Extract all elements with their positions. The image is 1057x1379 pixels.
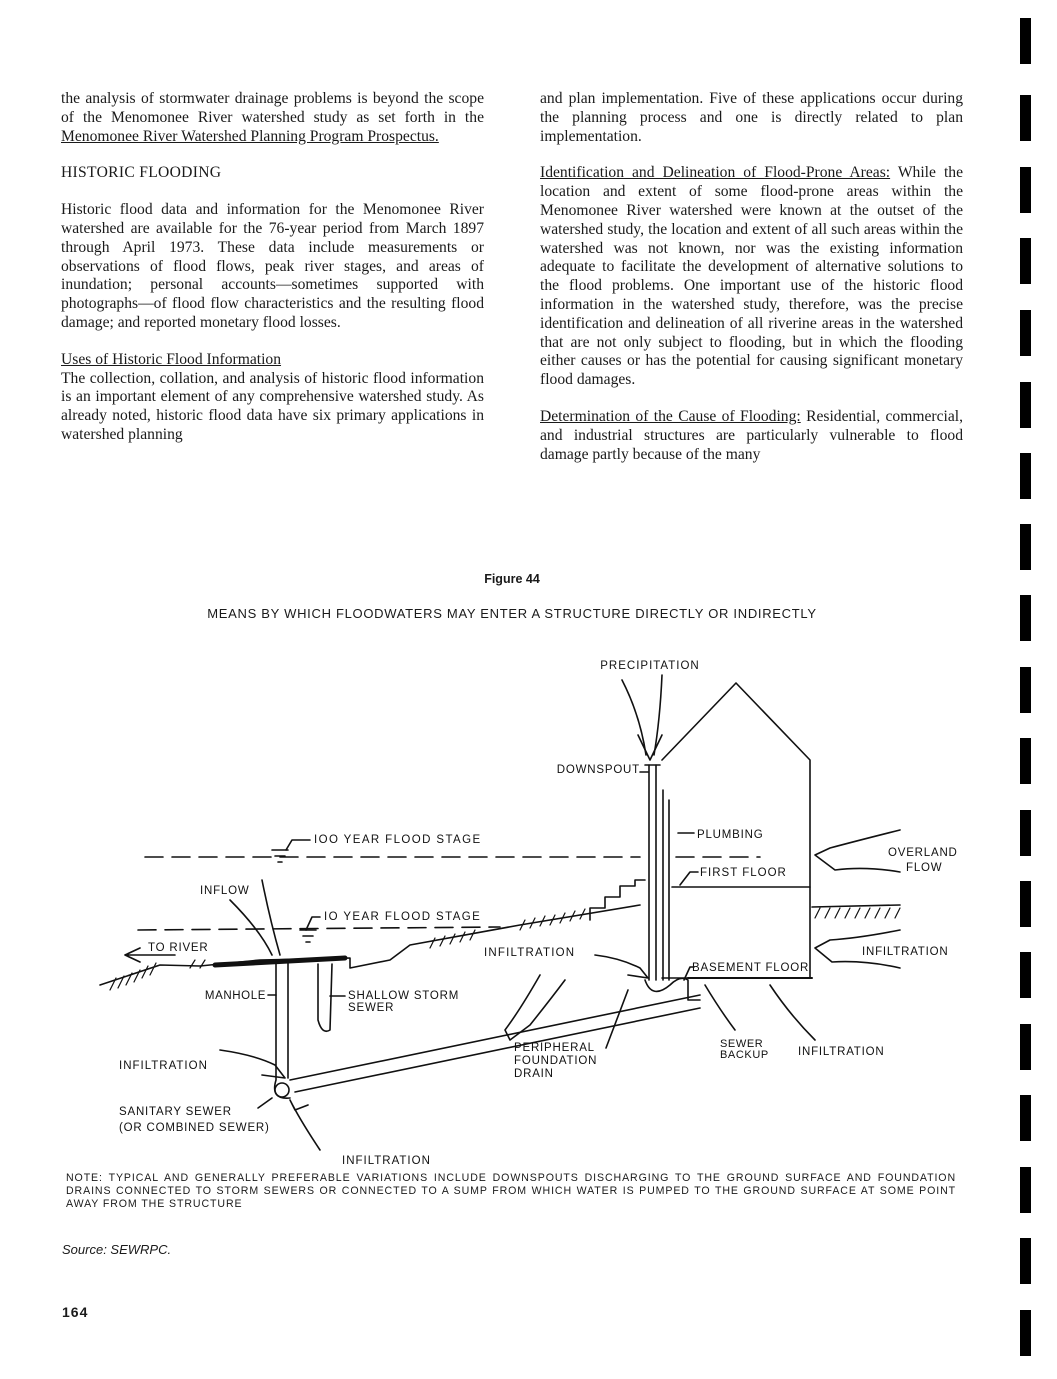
- label-sanitary-1: SANITARY SEWER: [119, 1106, 232, 1118]
- shallow-storm-sewer: [318, 964, 332, 1031]
- margin-mark: [1020, 167, 1031, 213]
- label-overland-2: FLOW: [906, 862, 943, 874]
- label-inflow: INFLOW: [200, 885, 250, 897]
- peripheral-arrow: [505, 975, 565, 1040]
- label-infiltration-br: INFILTRATION: [798, 1046, 885, 1058]
- margin-mark: [1020, 238, 1031, 284]
- flood-diagram: [0, 650, 1000, 1170]
- right-paragraph-1: and plan implementation. Five of these applications occur during the planning process and one is directly related to plan implementation.: [540, 90, 963, 145]
- label-sewer-backup-2: BACKUP: [720, 1049, 769, 1061]
- right-paragraph-3: Determination of the Cause of Flooding: Residential, commercial, and industrial structures are particularly vulnerable to flood damage partly because of the many: [540, 407, 963, 463]
- label-basement-floor: BASEMENT FLOOR: [692, 962, 810, 974]
- label-manhole: MANHOLE: [204, 990, 266, 1002]
- margin-mark: [1020, 95, 1031, 141]
- prospectus-title: Menomonee River Watershed Planning Program Prospectus.: [61, 127, 439, 145]
- label-sewer-backup-1: SEWER: [720, 1038, 764, 1050]
- flood-100-leader: [286, 840, 310, 850]
- inflow-arrow: [230, 900, 272, 955]
- subheading-cause: Determination of the Cause of Flooding:: [540, 407, 801, 425]
- label-first-floor: FIRST FLOOR: [700, 867, 787, 879]
- figure-note: NOTE: TYPICAL AND GENERALLY PREFERABLE VARIATIONS INCLUDE DOWNSPOUTS DISCHARGING TO THE GROUND SURFACE AND FOUNDATION DRAINS CONNECTED TO STORM SEWERS OR CONNECTED TO A SUMP FROM WHICH WATER IS PUMPED TO THE GROUND SURFACE AT SOME POINT AWAY FROM THE STRUCTURE: [66, 1172, 956, 1210]
- margin-mark: [1020, 524, 1031, 570]
- label-precipitation: PRECIPITATION: [600, 660, 700, 672]
- sewer-backup-arrow: [705, 985, 735, 1030]
- infiltration-bottom-arrow: [290, 1100, 320, 1150]
- street-pavement: [215, 958, 345, 965]
- figure-label: Figure 44: [484, 572, 540, 586]
- margin-mark: [1020, 1167, 1031, 1213]
- margin-mark: [1020, 1238, 1031, 1284]
- label-peripheral-2: FOUNDATION: [514, 1055, 598, 1067]
- subheading: Uses of Historic Flood Information: [61, 350, 282, 368]
- label-flood-10: IO YEAR FLOOD STAGE: [324, 911, 482, 923]
- first-floor-leader: [680, 872, 698, 885]
- infiltration-mid-arrow: [595, 955, 648, 978]
- left-column: [61, 90, 484, 463]
- label-shallow-2: SEWER: [348, 1002, 395, 1014]
- flood-100-marker: [272, 850, 288, 862]
- margin-mark: [1020, 667, 1031, 713]
- label-infiltration-mid: INFILTRATION: [484, 947, 576, 959]
- peripheral-leader: [606, 990, 628, 1048]
- soil-hatching-right: [815, 908, 900, 918]
- label-downspout: DOWNSPOUT: [556, 764, 640, 776]
- figure-source: Source: SEWRPC.: [62, 1242, 172, 1257]
- flood-10-marker: [300, 930, 316, 942]
- flood-10-line: [138, 927, 500, 930]
- infiltration-br-arrow: [770, 985, 815, 1040]
- sanitary-leader: [258, 1098, 272, 1108]
- label-sanitary-2: (OR COMBINED SEWER): [119, 1122, 270, 1134]
- margin-mark: [1020, 1095, 1031, 1141]
- margin-mark: [1020, 310, 1031, 356]
- label-to-river: TO RIVER: [148, 942, 209, 954]
- margin-mark: [1020, 1310, 1031, 1356]
- label-shallow-1: SHALLOW STORM: [348, 990, 460, 1002]
- label-flood-100: IOO YEAR FLOOD STAGE: [314, 834, 482, 846]
- stairs: [590, 880, 645, 920]
- margin-mark: [1020, 952, 1031, 998]
- label-infiltration-left: INFILTRATION: [119, 1060, 208, 1072]
- label-infiltration-bottom: INFILTRATION: [342, 1155, 431, 1167]
- left-paragraph-3: The collection, collation, and analysis of historic flood information is an important element of any comprehensive watershed study. As already noted, historic flood data have six primary applications in watershed planning: [61, 369, 484, 443]
- label-peripheral-3: DRAIN: [514, 1068, 554, 1080]
- subheading-flood-prone: Identification and Delineation of Flood-Prone Areas:: [540, 164, 891, 182]
- figure-title: MEANS BY WHICH FLOODWATERS MAY ENTER A STRUCTURE DIRECTLY OR INDIRECTLY: [207, 606, 817, 621]
- label-plumbing: PLUMBING: [697, 829, 764, 841]
- right-column: [540, 90, 963, 482]
- label-peripheral-1: PERIPHERAL: [514, 1042, 595, 1054]
- margin-mark: [1020, 1024, 1031, 1070]
- page-number: 164: [62, 1304, 89, 1320]
- margin-mark: [1020, 382, 1031, 428]
- label-infiltration-right: INFILTRATION: [862, 946, 949, 958]
- margin-mark: [1020, 453, 1031, 499]
- left-paragraph-1: the analysis of stormwater drainage problems is beyond the scope of the Menomonee River watershed study as set forth in the Menomonee River Watershed Planning Program Prospectus.: [61, 90, 484, 145]
- margin-mark: [1020, 810, 1031, 856]
- right-paragraph-2: Identification and Delineation of Flood-Prone Areas: While the location and extent of some flood-prone areas within the Menomonee River watershed were known at the outset of the watershed study, the location and extent of all such areas within the watershed was not known, nor was the existing information adequate to facilitate the development of alternative solutions to the flood problems. One important use of the historic flood information in the watershed study, therefore, was the precise identification and delineation of all riverine areas in the watershed that are not only subject to flooding, but in which the flooding either causes or has the potential for causing significant monetary flood damages.: [540, 164, 963, 389]
- margin-mark: [1020, 18, 1031, 64]
- section-heading: HISTORIC FLOODING: [61, 164, 222, 182]
- label-overland-1: OVERLAND: [888, 847, 958, 859]
- left-paragraph-2: Historic flood data and information for the Menomonee River watershed are available for the 76-year period from March 1897 through April 1973. These data include measurements or observations of flood flows, peak river stages, and areas of inundation; personal accounts—sometimes supported with photographs—of flood flow characteristics and the resulting flood damage; and reported monetary flood losses.: [61, 201, 484, 331]
- margin-mark: [1020, 595, 1031, 641]
- margin-mark: [1020, 738, 1031, 784]
- margin-mark: [1020, 881, 1031, 927]
